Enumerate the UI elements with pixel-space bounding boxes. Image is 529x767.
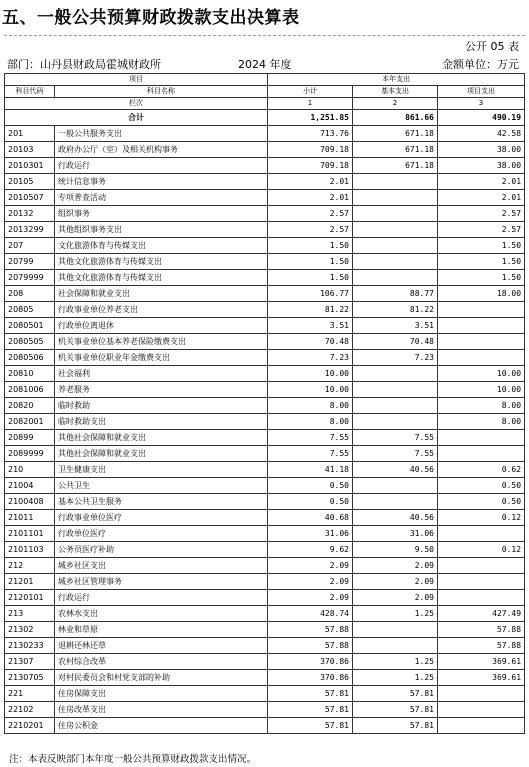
- row-code: 21011: [5, 510, 55, 526]
- table-row: [5, 286, 525, 302]
- row-code: 2089999: [5, 446, 55, 462]
- row-subtotal: 31.06: [268, 526, 353, 542]
- row-name: 行政事业单位养老支出: [55, 302, 268, 318]
- expenditure-table: [4, 73, 525, 734]
- row-project: 8.00: [438, 398, 525, 414]
- column-number-row: [5, 98, 525, 110]
- table-row: [5, 702, 525, 718]
- row-project: 1.50: [438, 270, 525, 286]
- row-subtotal: 2.09: [268, 590, 353, 606]
- row-name: 城乡社区管理事务: [55, 574, 268, 590]
- row-basic: [353, 382, 438, 398]
- row-basic: 2.09: [353, 558, 438, 574]
- row-name: 临时救助支出: [55, 414, 268, 430]
- row-subtotal: 2.57: [268, 206, 353, 222]
- row-code: 2080505: [5, 334, 55, 350]
- row-project: [438, 334, 525, 350]
- row-code: 201: [5, 126, 55, 142]
- table-row: [5, 542, 525, 558]
- table-row: [5, 206, 525, 222]
- project-header: 项目: [5, 74, 268, 86]
- row-code: 2082001: [5, 414, 55, 430]
- code-header: 科目代码: [5, 86, 55, 98]
- row-subtotal: 57.81: [268, 686, 353, 702]
- row-code: 2101103: [5, 542, 55, 558]
- row-subtotal: 10.00: [268, 366, 353, 382]
- table-row: [5, 446, 525, 462]
- row-code: 2013299: [5, 222, 55, 238]
- row-project: [438, 302, 525, 318]
- row-name: 统计信息事务: [55, 174, 268, 190]
- row-subtotal: 3.51: [268, 318, 353, 334]
- row-project: [438, 446, 525, 462]
- page-title: 五、一般公共预算财政拨款支出决算表: [2, 8, 300, 28]
- row-basic: 1.25: [353, 670, 438, 686]
- row-subtotal: 40.68: [268, 510, 353, 526]
- row-name: 社会福利: [55, 366, 268, 382]
- row-name: 组织事务: [55, 206, 268, 222]
- row-basic: [353, 270, 438, 286]
- row-subtotal: 81.22: [268, 302, 353, 318]
- row-basic: 40.56: [353, 510, 438, 526]
- row-project: 57.88: [438, 622, 525, 638]
- name-header: 科目名称: [55, 86, 268, 98]
- row-basic: 7.55: [353, 446, 438, 462]
- row-name: 其他组织事务支出: [55, 222, 268, 238]
- row-subtotal: 370.86: [268, 670, 353, 686]
- row-subtotal: 2.09: [268, 558, 353, 574]
- table-row: [5, 686, 525, 702]
- row-name: 其他社会保障和就业支出: [55, 446, 268, 462]
- total-basic: 861.66: [353, 110, 438, 126]
- header-row-1: [5, 74, 525, 86]
- row-basic: 671.18: [353, 142, 438, 158]
- row-basic: [353, 494, 438, 510]
- row-code: 20805: [5, 302, 55, 318]
- row-subtotal: 713.76: [268, 126, 353, 142]
- current-year-header: 本年支出: [268, 74, 525, 86]
- row-project: 0.50: [438, 478, 525, 494]
- row-subtotal: 57.81: [268, 702, 353, 718]
- total-project: 490.19: [438, 110, 525, 126]
- row-name: 政府办公厅（室）及相关机构事务: [55, 142, 268, 158]
- row-basic: [353, 638, 438, 654]
- row-name: 农村综合改革: [55, 654, 268, 670]
- row-basic: [353, 414, 438, 430]
- row-name: 社会保障和就业支出: [55, 286, 268, 302]
- row-project: 2.57: [438, 206, 525, 222]
- row-code: 213: [5, 606, 55, 622]
- row-subtotal: 2.01: [268, 190, 353, 206]
- row-code: 20899: [5, 430, 55, 446]
- row-name: 城乡社区支出: [55, 558, 268, 574]
- row-name: 其他文化旅游体育与传媒支出: [55, 254, 268, 270]
- amount-unit: 金额单位：万元: [442, 58, 519, 71]
- row-name: 养老服务: [55, 382, 268, 398]
- table-row: [5, 654, 525, 670]
- row-code: 20132: [5, 206, 55, 222]
- row-subtotal: 7.55: [268, 446, 353, 462]
- row-subtotal: 9.62: [268, 542, 353, 558]
- row-basic: [353, 622, 438, 638]
- row-basic: 88.77: [353, 286, 438, 302]
- row-project: 0.12: [438, 542, 525, 558]
- column-number-3: 3: [438, 98, 525, 110]
- row-basic: [353, 174, 438, 190]
- row-subtotal: 2.01: [268, 174, 353, 190]
- row-subtotal: 10.00: [268, 382, 353, 398]
- row-basic: 1.25: [353, 606, 438, 622]
- row-code: 20105: [5, 174, 55, 190]
- row-basic: 7.55: [353, 430, 438, 446]
- row-subtotal: 1.50: [268, 238, 353, 254]
- column-number-2: 2: [353, 98, 438, 110]
- row-subtotal: 0.50: [268, 478, 353, 494]
- row-basic: 57.81: [353, 718, 438, 734]
- row-name: 一般公共服务支出: [55, 126, 268, 142]
- row-project: 369.61: [438, 670, 525, 686]
- row-subtotal: 106.77: [268, 286, 353, 302]
- row-basic: 7.23: [353, 350, 438, 366]
- row-basic: 40.56: [353, 462, 438, 478]
- row-name: 机关事业单位基本养老保险缴费支出: [55, 334, 268, 350]
- table-row: [5, 494, 525, 510]
- row-subtotal: 428.74: [268, 606, 353, 622]
- row-subtotal: 1.50: [268, 270, 353, 286]
- table-row: [5, 254, 525, 270]
- row-project: 0.50: [438, 494, 525, 510]
- fiscal-year: 2024 年度: [238, 58, 292, 71]
- row-name: 基本公共卫生服务: [55, 494, 268, 510]
- table-row: [5, 366, 525, 382]
- row-project: [438, 702, 525, 718]
- row-basic: 70.48: [353, 334, 438, 350]
- row-basic: 57.81: [353, 686, 438, 702]
- table-row: [5, 142, 525, 158]
- row-project: 18.00: [438, 286, 525, 302]
- row-basic: 671.18: [353, 158, 438, 174]
- row-code: 20799: [5, 254, 55, 270]
- row-name: 对村民委员会和村党支部的补助: [55, 670, 268, 686]
- table-row: [5, 718, 525, 734]
- row-subtotal: 41.18: [268, 462, 353, 478]
- row-name: 行政事业单位医疗: [55, 510, 268, 526]
- row-project: 1.50: [438, 238, 525, 254]
- row-code: 20820: [5, 398, 55, 414]
- row-subtotal: 709.18: [268, 158, 353, 174]
- table-row: [5, 526, 525, 542]
- row-project: 38.00: [438, 158, 525, 174]
- table-row: [5, 222, 525, 238]
- row-basic: [353, 398, 438, 414]
- row-code: 2081006: [5, 382, 55, 398]
- row-project: [438, 574, 525, 590]
- row-subtotal: 2.09: [268, 574, 353, 590]
- row-basic: 81.22: [353, 302, 438, 318]
- table-row: [5, 670, 525, 686]
- row-project: 0.12: [438, 510, 525, 526]
- row-code: 2080506: [5, 350, 55, 366]
- row-project: [438, 590, 525, 606]
- row-basic: 31.06: [353, 526, 438, 542]
- table-row: [5, 158, 525, 174]
- row-name: 其他社会保障和就业支出: [55, 430, 268, 446]
- table-row: [5, 462, 525, 478]
- row-project: 10.00: [438, 382, 525, 398]
- row-code: 207: [5, 238, 55, 254]
- row-project: 42.58: [438, 126, 525, 142]
- table-row: [5, 606, 525, 622]
- row-name: 行政单位离退休: [55, 318, 268, 334]
- row-name: 专项普查活动: [55, 190, 268, 206]
- table-row: [5, 510, 525, 526]
- row-code: 208: [5, 286, 55, 302]
- row-code: 21004: [5, 478, 55, 494]
- row-code: 2130233: [5, 638, 55, 654]
- row-basic: [353, 254, 438, 270]
- table-row: [5, 174, 525, 190]
- row-name: 行政单位医疗: [55, 526, 268, 542]
- basic-header: 基本支出: [353, 86, 438, 98]
- table-row: [5, 238, 525, 254]
- row-project: 2.57: [438, 222, 525, 238]
- table-row: [5, 638, 525, 654]
- row-project: 427.49: [438, 606, 525, 622]
- row-name: 文化旅游体育与传媒支出: [55, 238, 268, 254]
- row-project: [438, 558, 525, 574]
- row-code: 22102: [5, 702, 55, 718]
- row-code: 21302: [5, 622, 55, 638]
- total-row: [5, 110, 525, 126]
- table-row: [5, 430, 525, 446]
- row-name: 卫生健康支出: [55, 462, 268, 478]
- row-subtotal: 370.86: [268, 654, 353, 670]
- row-project: 57.88: [438, 638, 525, 654]
- row-code: 2210201: [5, 718, 55, 734]
- row-name: 农林水支出: [55, 606, 268, 622]
- table-row: [5, 126, 525, 142]
- row-name: 住房改革支出: [55, 702, 268, 718]
- project-expense-header: 项目支出: [438, 86, 525, 98]
- table-row: [5, 414, 525, 430]
- table-row: [5, 270, 525, 286]
- row-project: [438, 318, 525, 334]
- row-name: 住房公积金: [55, 718, 268, 734]
- row-code: 20103: [5, 142, 55, 158]
- column-number-1: 1: [268, 98, 353, 110]
- row-code: 2079999: [5, 270, 55, 286]
- row-code: 2130705: [5, 670, 55, 686]
- row-subtotal: 1.50: [268, 254, 353, 270]
- row-name: 公共卫生: [55, 478, 268, 494]
- row-name: 公务员医疗补助: [55, 542, 268, 558]
- table-row: [5, 398, 525, 414]
- table-row: [5, 302, 525, 318]
- row-code: 2120101: [5, 590, 55, 606]
- row-code: 212: [5, 558, 55, 574]
- row-basic: [353, 190, 438, 206]
- row-project: [438, 686, 525, 702]
- row-code: 20810: [5, 366, 55, 382]
- row-project: 2.01: [438, 174, 525, 190]
- row-name: 林业和草原: [55, 622, 268, 638]
- form-number: 公开 05 表: [465, 40, 519, 53]
- row-project: 38.00: [438, 142, 525, 158]
- row-name: 机关事业单位职业年金缴费支出: [55, 350, 268, 366]
- row-code: 2101101: [5, 526, 55, 542]
- row-project: [438, 718, 525, 734]
- row-project: 369.61: [438, 654, 525, 670]
- row-subtotal: 70.48: [268, 334, 353, 350]
- row-subtotal: 57.81: [268, 718, 353, 734]
- row-code: 2010301: [5, 158, 55, 174]
- department-label: 部门：山丹县财政局霍城财政所: [7, 58, 161, 71]
- total-label: 合计: [5, 110, 268, 126]
- table-row: [5, 190, 525, 206]
- row-basic: 3.51: [353, 318, 438, 334]
- row-subtotal: 8.00: [268, 398, 353, 414]
- row-project: [438, 350, 525, 366]
- column-label: 栏次: [5, 98, 268, 110]
- row-basic: [353, 206, 438, 222]
- table-row: [5, 350, 525, 366]
- table-row: [5, 574, 525, 590]
- row-name: 临时救助: [55, 398, 268, 414]
- row-name: 住房保障支出: [55, 686, 268, 702]
- footnote: 注：本表反映部门本年度一般公共预算财政拨款支出情况。: [9, 754, 257, 765]
- table-row: [5, 590, 525, 606]
- row-subtotal: 2.57: [268, 222, 353, 238]
- table-row: [5, 478, 525, 494]
- row-code: 210: [5, 462, 55, 478]
- row-project: [438, 430, 525, 446]
- row-code: 21201: [5, 574, 55, 590]
- row-code: 21307: [5, 654, 55, 670]
- row-subtotal: 8.00: [268, 414, 353, 430]
- row-code: 221: [5, 686, 55, 702]
- row-basic: 2.09: [353, 574, 438, 590]
- row-basic: [353, 222, 438, 238]
- row-subtotal: 7.23: [268, 350, 353, 366]
- row-name: 退耕还林还草: [55, 638, 268, 654]
- row-subtotal: 7.55: [268, 430, 353, 446]
- row-code: 2080501: [5, 318, 55, 334]
- header-divider: [4, 35, 525, 36]
- row-project: 0.62: [438, 462, 525, 478]
- row-subtotal: 0.50: [268, 494, 353, 510]
- subtotal-header: 小计: [268, 86, 353, 98]
- row-name: 行政运行: [55, 590, 268, 606]
- row-project: [438, 526, 525, 542]
- row-project: 2.01: [438, 190, 525, 206]
- row-basic: 9.50: [353, 542, 438, 558]
- row-project: 8.00: [438, 414, 525, 430]
- row-basic: [353, 238, 438, 254]
- row-name: 行政运行: [55, 158, 268, 174]
- row-basic: 1.25: [353, 654, 438, 670]
- row-basic: [353, 478, 438, 494]
- table-row: [5, 622, 525, 638]
- row-code: 2010507: [5, 190, 55, 206]
- row-basic: 671.18: [353, 126, 438, 142]
- row-subtotal: 709.18: [268, 142, 353, 158]
- row-subtotal: 57.88: [268, 622, 353, 638]
- row-basic: 57.81: [353, 702, 438, 718]
- table-row: [5, 382, 525, 398]
- row-basic: 2.09: [353, 590, 438, 606]
- row-basic: [353, 366, 438, 382]
- row-project: 10.00: [438, 366, 525, 382]
- row-project: 1.50: [438, 254, 525, 270]
- row-name: 其他文化旅游体育与传媒支出: [55, 270, 268, 286]
- table-row: [5, 558, 525, 574]
- table-row: [5, 334, 525, 350]
- total-subtotal: 1,251.85: [268, 110, 353, 126]
- row-code: 2100408: [5, 494, 55, 510]
- table-row: [5, 318, 525, 334]
- header-row-2: [5, 86, 525, 98]
- row-subtotal: 57.88: [268, 638, 353, 654]
